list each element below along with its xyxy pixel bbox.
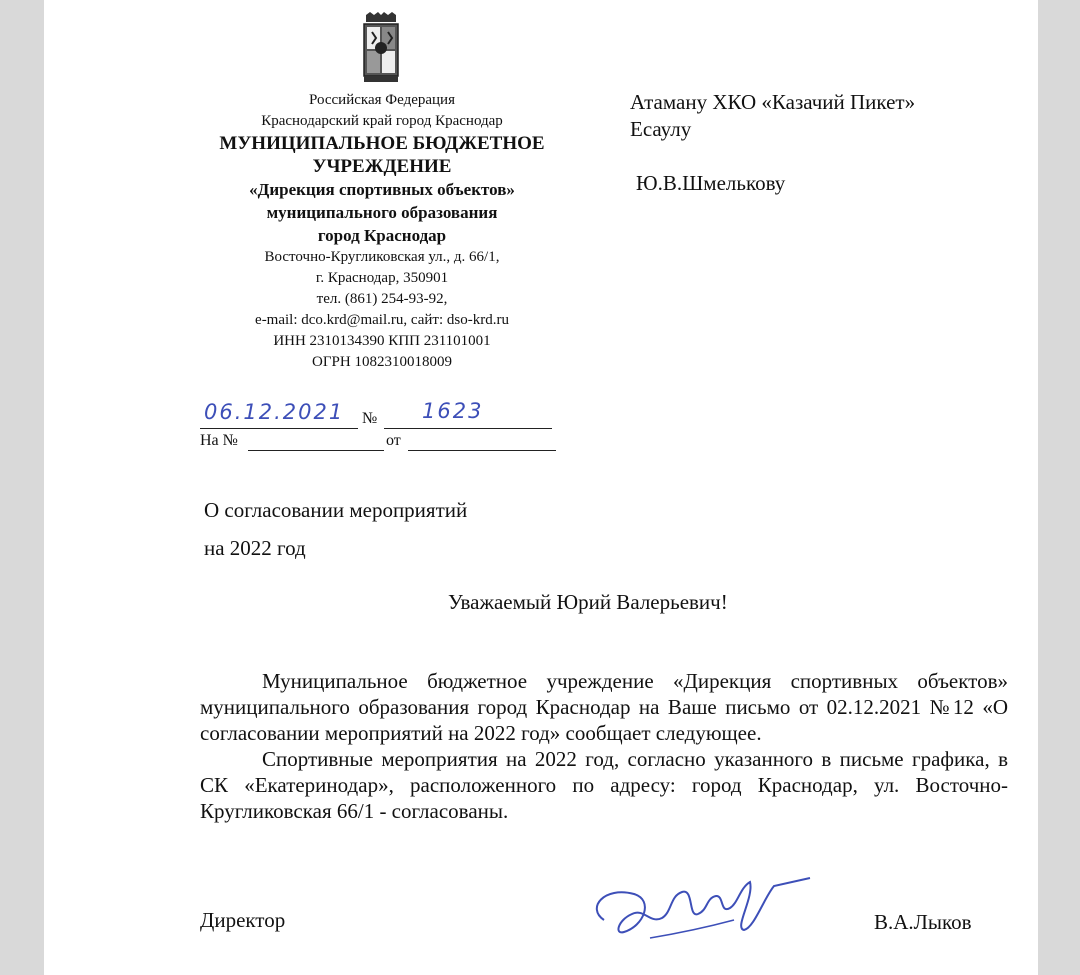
sender-letterhead: [194, 90, 570, 373]
org-name-line-3: «Дирекция спортивных объектов»: [249, 180, 515, 199]
signatory-title: Директор: [200, 908, 286, 932]
inn-kpp-line: ИНН 2310134390 КПП 231101001: [273, 333, 491, 349]
org-name-line-1: МУНИЦИПАЛЬНОЕ БЮДЖЕТНОЕ: [219, 133, 545, 154]
reply-date-label: от: [386, 432, 401, 449]
address-line-1: Восточно-Кругликовская ул., д. 66/1,: [264, 249, 500, 265]
country-line: Российская Федерация: [309, 92, 455, 108]
phone-line: тел. (861) 254-93-92,: [316, 291, 448, 307]
ogrn-line: ОГРН 1082310018009: [312, 354, 452, 370]
letter-page: [44, 0, 1038, 975]
addressee-name: Ю.В.Шмелькову: [636, 171, 786, 195]
reply-number-underline: [248, 450, 384, 451]
handwritten-signature: [584, 868, 814, 948]
body-paragraph-2: Спортивные мероприятия на 2022 год, согласно указанного в письме графика, в СК «Екатеринодар», расположенного по адресу: город Краснодар, ул. Восточно-Кругликовская 66/1 - согласованы.: [200, 747, 1008, 823]
outgoing-number: 1623: [422, 399, 484, 423]
signatory-name: В.А.Лыков: [874, 910, 972, 934]
contacts-line: e-mail: dco.krd@mail.ru, сайт: dso-krd.ru: [255, 312, 509, 328]
letter-body: [200, 668, 1008, 824]
org-name-line-4: муниципального образования: [266, 203, 498, 222]
reply-to-label: На №: [200, 432, 238, 449]
subject-line-1: О согласовании мероприятий: [204, 498, 468, 522]
date-underline: [200, 428, 358, 429]
region-line: Краснодарский край город Краснодар: [261, 113, 503, 129]
number-sign: №: [362, 410, 378, 427]
body-paragraph-1: Муниципальное бюджетное учреждение «Дирекция спортивных объектов» муниципального образования город Краснодар на Ваше письмо от 02.12.2021 №12 «О согласовании мероприятий на 2022 год» сообщает следующее.: [200, 669, 1008, 745]
addressee-line-1: Атаману ХКО «Казачий Пикет»: [630, 90, 916, 114]
org-name-line-5: город Краснодар: [317, 226, 447, 245]
number-underline: [384, 428, 552, 429]
org-name-line-2: УЧРЕЖДЕНИЕ: [312, 156, 452, 177]
coat-of-arms-emblem: [360, 12, 402, 84]
reply-date-underline: [408, 450, 556, 451]
salutation: Уважаемый Юрий Валерьевич!: [448, 590, 728, 614]
outgoing-date: 06.12.2021: [204, 400, 345, 424]
addressee-line-2: Есаулу: [630, 117, 692, 141]
address-line-2: г. Краснодар, 350901: [315, 270, 449, 286]
subject-line-2: на 2022 год: [204, 536, 306, 560]
